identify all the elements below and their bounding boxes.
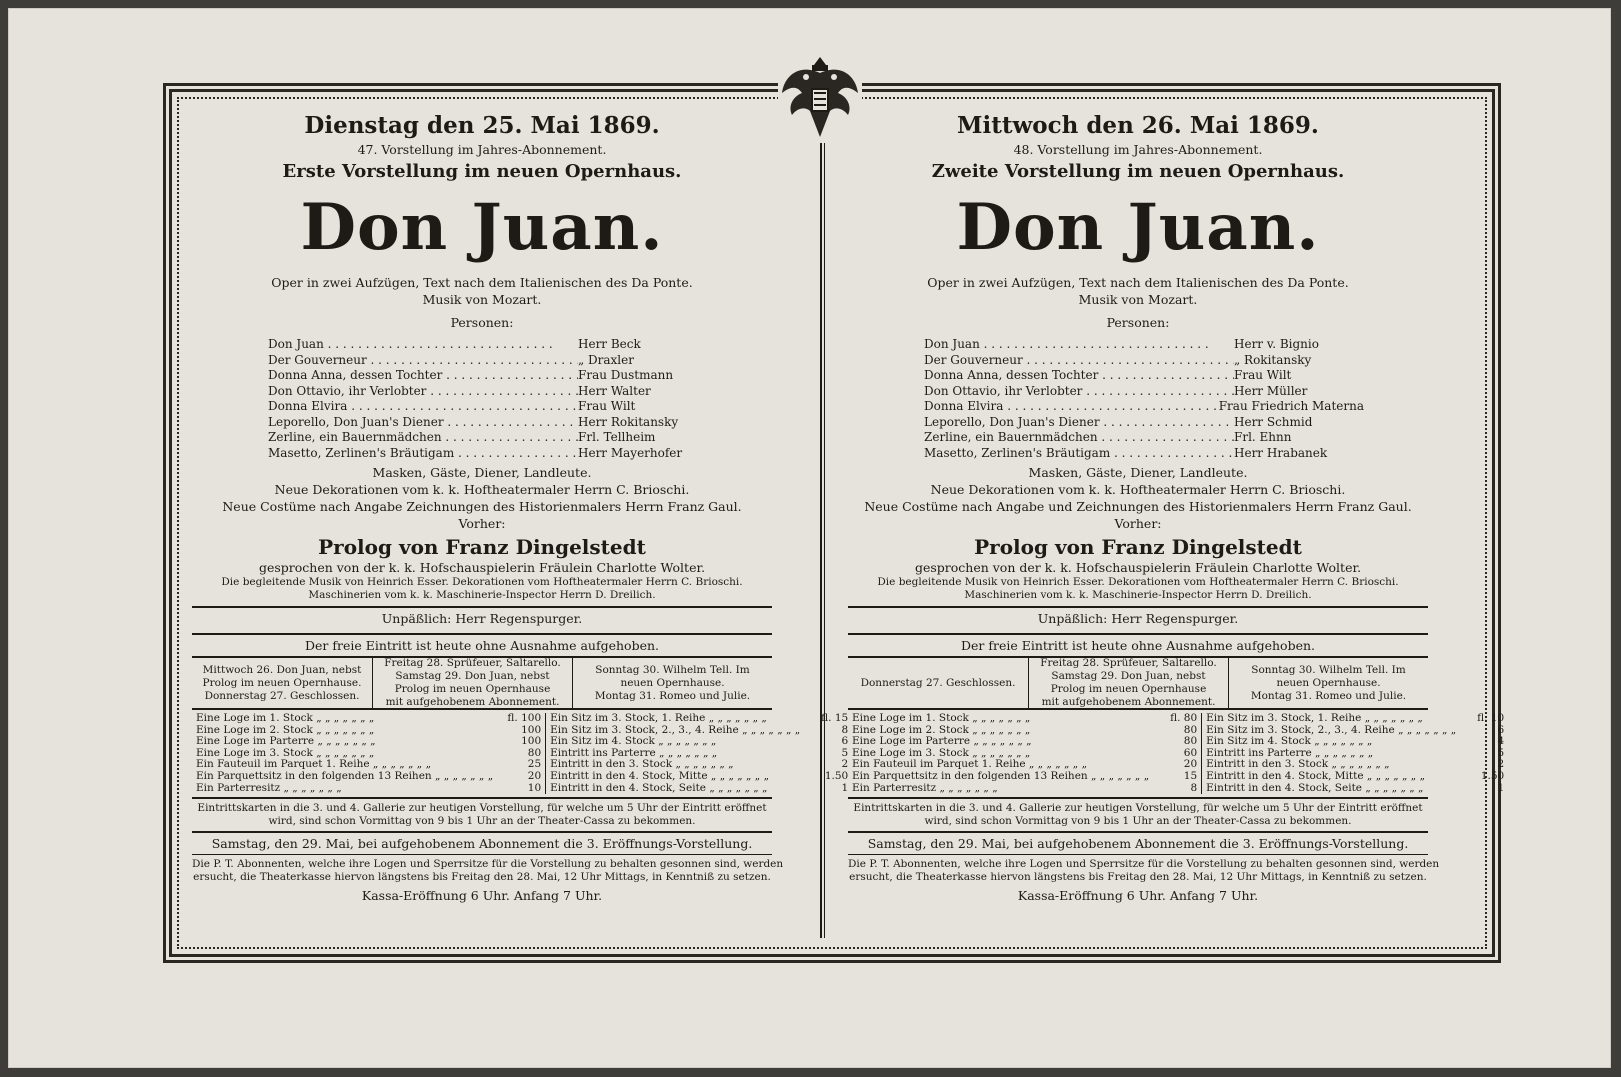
weekly-schedule <box>848 656 1428 710</box>
performance-date: Dienstag den 25. Mai 1869. <box>304 112 660 139</box>
price-value: fl. 10 <box>1477 712 1505 724</box>
schedule-cell <box>372 658 572 708</box>
price-table <box>192 710 849 799</box>
schedule-line: neuen Opernhause. <box>620 676 725 689</box>
price-value: 8 <box>841 723 849 736</box>
price-label: Eine Loge im 2. Stock „ „ „ „ „ „ „ <box>852 725 1149 737</box>
price-row <box>196 736 541 748</box>
price-value: 20 <box>527 769 542 782</box>
cast-row <box>924 430 1364 446</box>
price-label: Ein Parterresitz „ „ „ „ „ „ „ <box>196 783 493 795</box>
right-playbill-column <box>848 112 1505 904</box>
cast-row <box>924 353 1364 369</box>
schedule-line: Sonntag 30. Wilhelm Tell. Im <box>1251 663 1406 676</box>
indisposed-notice: Unpäßlich: Herr Regenspurger. <box>192 606 772 629</box>
price-row <box>852 748 1197 760</box>
prolog-speaker: gesprochen von der k. k. Hofschauspielerin Fräulein Charlotte Wolter. <box>914 560 1362 575</box>
role-name: Donna Anna, dessen Tochter . . . <box>924 368 1234 384</box>
schedule-line: mit aufgehobenem Abonnement. <box>1041 696 1216 708</box>
price-row <box>852 771 1197 783</box>
price-row <box>550 759 848 771</box>
extras-line: Masken, Gäste, Diener, Landleute. <box>1028 465 1248 480</box>
price-value: 80 <box>1183 723 1198 736</box>
cast-row <box>268 337 708 353</box>
price-column <box>1201 713 1508 794</box>
schedule-cell <box>1028 658 1228 708</box>
price-row <box>1206 736 1504 748</box>
prolog-speaker: gesprochen von der k. k. Hofschauspielerin Fräulein Charlotte Wolter. <box>258 560 706 575</box>
price-row <box>550 783 848 795</box>
actor-name: Herr Walter <box>578 383 651 398</box>
gallery-note: Eintrittskarten in die 3. und 4. Gallerie zur heutigen Vorstellung, für welche um 5 Uhr der Eintritt eröffnet wird, sind schon Vormittag von 9 bis 1 Uhr an der Theater-Cassa zu bekommen. <box>848 799 1428 833</box>
cast-row <box>268 368 708 384</box>
actor-name: „ Draxler <box>578 352 634 367</box>
price-label: Ein Sitz im 3. Stock, 2., 3., 4. Reihe „ „ „ „ „ „ „ <box>1206 725 1456 737</box>
cast-list <box>924 337 1364 461</box>
price-label: Eine Loge im 2. Stock „ „ „ „ „ „ „ <box>196 725 493 737</box>
schedule-line: Montag 31. Romeo und Julie. <box>594 689 751 702</box>
price-value: 1.50 <box>824 769 849 782</box>
price-row <box>196 771 541 783</box>
schedule-line: Prolog im neuen Opernhause. <box>202 676 362 689</box>
vorher-label: Vorher: <box>458 516 506 531</box>
actor-name: Herr v. Bignio <box>1234 337 1319 351</box>
price-value: 8 <box>1190 781 1198 794</box>
schedule-line: Donnerstag 27. Geschlossen. <box>204 689 360 702</box>
cast-row <box>268 415 708 431</box>
costumes-line: Neue Costüme nach Angabe und Zeichnungen des Historienmalers Herrn Franz Gaul. <box>864 499 1412 514</box>
free-entry-notice: Der freie Eintritt ist heute ohne Ausnahme aufgehoben. <box>192 633 772 656</box>
price-label: Ein Fauteuil im Parquet 1. Reihe „ „ „ „ „ „ „ <box>852 759 1149 771</box>
role-name: Zerline, ein Bauernmädchen . . . <box>924 430 1234 446</box>
cast-row <box>924 415 1364 431</box>
cast-row <box>268 399 708 415</box>
actor-name: Herr Rokitansky <box>578 414 679 429</box>
actor-name: Frau Wilt <box>1234 368 1292 382</box>
role-name: Don Juan . . . <box>268 337 578 353</box>
decorations-line: Neue Dekorationen vom k. k. Hoftheatermaler Herrn C. Brioschi. <box>274 482 690 497</box>
extras-line: Masken, Gäste, Diener, Landleute. <box>372 465 592 480</box>
role-name: Der Gouverneur . . . <box>924 353 1234 369</box>
left-playbill-column <box>192 112 849 904</box>
composer-line: Musik von Mozart. <box>422 292 542 307</box>
opera-description: Oper in zwei Aufzügen, Text nach dem Italienischen des Da Ponte. <box>271 275 693 290</box>
subscriber-note: Die P. T. Abonnenten, welche ihre Logen und Sperrsitze für die Vorstellung zu behalten gesonnen sind, werden ersucht, die Theaterkasse hiervon längstens bis Freitag den 28. Mai, 12 Uhr Mittags, in Kenntniß zu setzen. <box>848 858 1440 884</box>
price-row <box>1206 713 1504 725</box>
free-entry-notice: Der freie Eintritt ist heute ohne Ausnahme aufgehoben. <box>848 633 1428 656</box>
actor-name: Frau Friedrich Materna <box>1218 399 1364 413</box>
box-office-times: Kassa-Eröffnung 6 Uhr. Anfang 7 Uhr. <box>361 888 603 904</box>
schedule-line: neuen Opernhause. <box>1276 676 1381 689</box>
role-name: Donna Elvira . . . <box>268 399 578 415</box>
cast-row <box>268 384 708 400</box>
price-row <box>852 713 1197 725</box>
cast-row <box>268 353 708 369</box>
price-row <box>550 713 848 725</box>
schedule-line: Freitag 28. Sprüfeuer, Saltarello. <box>1040 657 1217 669</box>
actor-name: Frl. Ehnn <box>1234 430 1292 444</box>
price-value: 2 <box>841 758 849 771</box>
music-note: Die begleitende Musik von Heinrich Esser. Dekorationen vom Hoftheatermaler Herrn C. Brioschi. <box>221 576 743 588</box>
price-value: 100 <box>521 735 542 748</box>
cast-row <box>268 430 708 446</box>
price-label: Eintritt ins Parterre „ „ „ „ „ „ „ <box>1206 748 1456 760</box>
price-value: fl. 15 <box>821 712 849 724</box>
performance-heading: Erste Vorstellung im neuen Opernhaus. <box>282 161 682 182</box>
schedule-line: mit aufgehobenem Abonnement. <box>385 696 560 708</box>
performance-date: Mittwoch den 26. Mai 1869. <box>957 112 1319 139</box>
saturday-announcement: Samstag, den 29. Mai, bei aufgehobenem Abonnement die 3. Eröffnungs-Vorstellung. <box>848 833 1428 855</box>
box-office-times: Kassa-Eröffnung 6 Uhr. Anfang 7 Uhr. <box>1017 888 1259 904</box>
actor-name: Frl. Tellheim <box>578 430 656 444</box>
price-row <box>1206 748 1504 760</box>
price-value: 1.50 <box>1480 769 1505 782</box>
price-label: Eintritt in den 3. Stock „ „ „ „ „ „ „ <box>1206 759 1456 771</box>
schedule-cell <box>848 658 1028 708</box>
price-value: 60 <box>1183 746 1198 759</box>
cast-row <box>924 446 1364 462</box>
price-label: Ein Parquettsitz in den folgenden 13 Reihen „ „ „ „ „ „ „ <box>196 771 493 783</box>
subscriber-note: Die P. T. Abonnenten, welche ihre Logen und Sperrsitze für die Vorstellung zu behalten gesonnen sind, werden ersucht, die Theaterkasse hiervon längstens bis Freitag den 28. Mai, 12 Uhr Mittags, in Kenntniß zu setzen. <box>192 858 784 884</box>
price-value: 6 <box>1497 723 1505 736</box>
price-label: Ein Sitz im 4. Stock „ „ „ „ „ „ „ <box>550 736 800 748</box>
actor-name: Herr Schmid <box>1234 414 1313 429</box>
price-row <box>550 748 848 760</box>
price-value: fl. 80 <box>1170 712 1198 724</box>
price-label: Ein Sitz im 3. Stock, 1. Reihe „ „ „ „ „ „ „ <box>550 713 800 725</box>
price-value: 5 <box>841 746 849 759</box>
prolog-title: Prolog von Franz Dingelstedt <box>318 535 646 559</box>
schedule-cell <box>192 658 372 708</box>
schedule-line: Samstag 29. Don Juan, nebst <box>395 670 550 682</box>
price-row <box>550 736 848 748</box>
machinery-note: Maschinerien vom k. k. Maschinerie-Inspector Herrn D. Dreilich. <box>308 589 656 601</box>
actor-name: Herr Mayerhofer <box>578 445 683 460</box>
role-name: Donna Anna, dessen Tochter . . . <box>268 368 578 384</box>
price-row <box>1206 725 1504 737</box>
cast-row <box>268 446 708 462</box>
opera-title: Don Juan. <box>300 190 664 265</box>
role-name: Masetto, Zerlinen's Bräutigam . . . <box>268 446 578 462</box>
price-column <box>545 713 852 794</box>
price-label: Ein Sitz im 3. Stock, 1. Reihe „ „ „ „ „ „ „ <box>1206 713 1456 725</box>
price-value: fl. 100 <box>507 712 542 724</box>
vorher-label: Vorher: <box>1114 516 1162 531</box>
performance-heading: Zweite Vorstellung im neuen Opernhaus. <box>931 161 1345 182</box>
machinery-note: Maschinerien vom k. k. Maschinerie-Inspector Herrn D. Dreilich. <box>964 589 1312 601</box>
price-row <box>196 748 541 760</box>
price-row <box>196 783 541 795</box>
actor-name: Frau Wilt <box>578 399 636 413</box>
cast-heading: Personen: <box>450 315 514 330</box>
price-label: Eintritt in den 4. Stock, Mitte „ „ „ „ „ „ „ <box>550 771 800 783</box>
price-row <box>550 771 848 783</box>
price-label: Eintritt ins Parterre „ „ „ „ „ „ „ <box>550 748 800 760</box>
price-value: 6 <box>841 735 849 748</box>
price-row <box>1206 759 1504 771</box>
price-value: 100 <box>521 723 542 736</box>
price-value: 2 <box>1497 758 1505 771</box>
role-name: Der Gouverneur . . . <box>268 353 578 369</box>
price-value: 20 <box>1183 758 1198 771</box>
price-label: Eine Loge im 3. Stock „ „ „ „ „ „ „ <box>852 748 1149 760</box>
role-name: Leporello, Don Juan's Diener . . . <box>268 415 578 431</box>
cast-row <box>924 368 1364 384</box>
cast-row <box>924 384 1364 400</box>
price-label: Ein Parterresitz „ „ „ „ „ „ „ <box>852 783 1149 795</box>
schedule-line: Samstag 29. Don Juan, nebst <box>1051 670 1206 682</box>
price-label: Eine Loge im 1. Stock „ „ „ „ „ „ „ <box>196 713 493 725</box>
price-label: Eine Loge im Parterre „ „ „ „ „ „ „ <box>196 736 493 748</box>
price-table <box>848 710 1505 799</box>
price-column <box>192 713 545 794</box>
cast-list <box>268 337 708 461</box>
actor-name: Herr Hrabanek <box>1234 445 1328 460</box>
actor-name: „ Rokitansky <box>1234 352 1312 367</box>
price-value: 1 <box>841 781 849 794</box>
price-row <box>196 713 541 725</box>
column-divider <box>820 143 825 938</box>
price-value: 5 <box>1497 746 1505 759</box>
role-name: Don Ottavio, ihr Verlobter . . . <box>924 384 1234 400</box>
schedule-line: Prolog im neuen Opernhause <box>1050 683 1207 695</box>
role-name: Don Ottavio, ihr Verlobter . . . <box>268 384 578 400</box>
schedule-line: Sonntag 30. Wilhelm Tell. Im <box>595 663 750 676</box>
role-name: Leporello, Don Juan's Diener . . . <box>924 415 1234 431</box>
cast-heading: Personen: <box>1106 315 1170 330</box>
composer-line: Musik von Mozart. <box>1078 292 1198 307</box>
price-value: 80 <box>527 746 542 759</box>
price-label: Ein Parquettsitz in den folgenden 13 Reihen „ „ „ „ „ „ „ <box>852 771 1149 783</box>
price-label: Eintritt in den 4. Stock, Mitte „ „ „ „ „ „ „ <box>1206 771 1456 783</box>
music-note: Die begleitende Musik von Heinrich Esser. Dekorationen vom Hoftheatermaler Herrn C. Brioschi. <box>877 576 1399 588</box>
cast-row <box>924 399 1364 415</box>
opera-title: Don Juan. <box>956 190 1320 265</box>
price-row <box>852 725 1197 737</box>
price-value: 25 <box>527 758 542 771</box>
price-value: 4 <box>1497 735 1505 748</box>
price-label: Eine Loge im Parterre „ „ „ „ „ „ „ <box>852 736 1149 748</box>
cast-row <box>924 337 1364 353</box>
schedule-cell <box>572 658 772 708</box>
schedule-line: Donnerstag 27. Geschlossen. <box>860 676 1016 689</box>
subscription-note: 48. Vorstellung im Jahres-Abonnement. <box>1013 142 1263 157</box>
schedule-cell <box>1228 658 1428 708</box>
price-row <box>550 725 848 737</box>
decorations-line: Neue Dekorationen vom k. k. Hoftheatermaler Herrn C. Brioschi. <box>930 482 1346 497</box>
actor-name: Frau Dustmann <box>578 368 674 382</box>
price-row <box>1206 783 1504 795</box>
price-label: Eintritt in den 3. Stock „ „ „ „ „ „ „ <box>550 759 800 771</box>
costumes-line: Neue Costüme nach Angabe Zeichnungen des Historienmalers Herrn Franz Gaul. <box>222 499 742 514</box>
prolog-title: Prolog von Franz Dingelstedt <box>974 535 1302 559</box>
saturday-announcement: Samstag, den 29. Mai, bei aufgehobenem Abonnement die 3. Eröffnungs-Vorstellung. <box>192 833 772 855</box>
price-row <box>852 736 1197 748</box>
price-label: Ein Fauteuil im Parquet 1. Reihe „ „ „ „ „ „ „ <box>196 759 493 771</box>
price-row <box>196 725 541 737</box>
schedule-line: Prolog im neuen Opernhause <box>394 683 551 695</box>
subscription-note: 47. Vorstellung im Jahres-Abonnement. <box>357 142 607 157</box>
price-label: Eintritt in den 4. Stock, Seite „ „ „ „ „ „ „ <box>1206 783 1456 795</box>
price-row <box>1206 771 1504 783</box>
price-label: Eine Loge im 3. Stock „ „ „ „ „ „ „ <box>196 748 493 760</box>
price-value: 10 <box>527 781 542 794</box>
indisposed-notice: Unpäßlich: Herr Regenspurger. <box>848 606 1428 629</box>
schedule-line: Montag 31. Romeo und Julie. <box>1250 689 1407 702</box>
price-value: 1 <box>1497 781 1505 794</box>
price-row <box>196 759 541 771</box>
role-name: Masetto, Zerlinen's Bräutigam . . . <box>924 446 1234 462</box>
price-row <box>852 759 1197 771</box>
price-label: Eintritt in den 4. Stock, Seite „ „ „ „ „ „ „ <box>550 783 800 795</box>
weekly-schedule <box>192 656 772 710</box>
price-column <box>848 713 1201 794</box>
role-name: Don Juan . . . <box>924 337 1234 353</box>
role-name: Zerline, ein Bauernmädchen . . . <box>268 430 578 446</box>
price-label: Ein Sitz im 3. Stock, 2., 3., 4. Reihe „ „ „ „ „ „ „ <box>550 725 800 737</box>
actor-name: Herr Müller <box>1234 383 1308 398</box>
schedule-line: Mittwoch 26. Don Juan, nebst <box>202 663 362 676</box>
gallery-note: Eintrittskarten in die 3. und 4. Gallerie zur heutigen Vorstellung, für welche um 5 Uhr der Eintritt eröffnet wird, sind schon Vormittag von 9 bis 1 Uhr an der Theater-Cassa zu bekommen. <box>192 799 772 833</box>
price-value: 15 <box>1183 769 1198 782</box>
price-label: Ein Sitz im 4. Stock „ „ „ „ „ „ „ <box>1206 736 1456 748</box>
opera-description: Oper in zwei Aufzügen, Text nach dem Italienischen des Da Ponte. <box>927 275 1349 290</box>
price-row <box>852 783 1197 795</box>
actor-name: Herr Beck <box>578 337 641 351</box>
price-value: 80 <box>1183 735 1198 748</box>
role-name: Donna Elvira . . . <box>924 399 1219 415</box>
price-label: Eine Loge im 1. Stock „ „ „ „ „ „ „ <box>852 713 1149 725</box>
schedule-line: Freitag 28. Sprüfeuer, Saltarello. <box>384 657 561 669</box>
